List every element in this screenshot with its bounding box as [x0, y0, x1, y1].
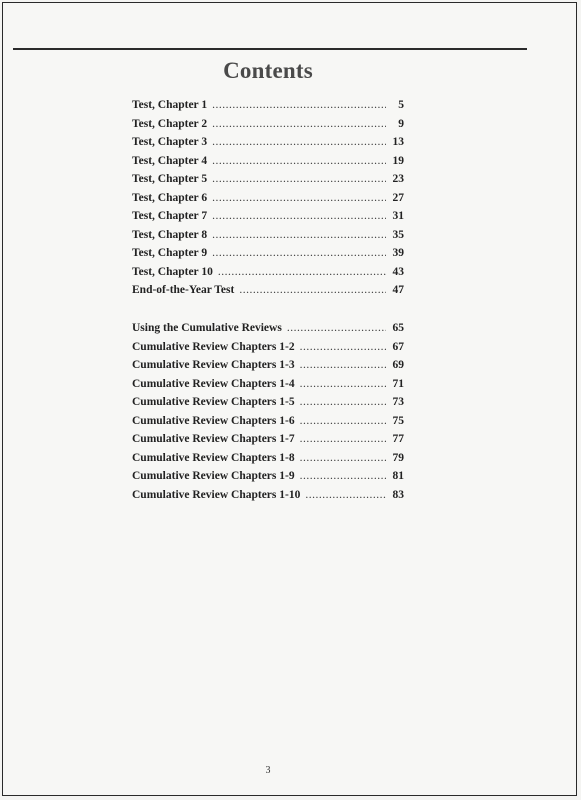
toc-entry[interactable] — [132, 281, 404, 300]
toc-entry-label: Using the Cumulative Reviews — [132, 322, 282, 334]
toc-entry-page: 81 — [392, 470, 404, 482]
document-page — [2, 2, 577, 796]
toc-entry-label: Cumulative Review Chapters 1-9 — [132, 470, 295, 482]
toc-entry[interactable] — [132, 96, 404, 115]
toc-entry[interactable] — [132, 189, 404, 208]
dot-leader — [212, 96, 386, 115]
dot-leader — [300, 338, 386, 357]
toc-entry-page: 5 — [398, 99, 404, 111]
toc-entry-label: Test, Chapter 10 — [132, 265, 213, 278]
toc-entry-page: 79 — [392, 451, 404, 464]
toc-entry[interactable] — [132, 115, 404, 134]
dot-leader — [212, 189, 386, 208]
toc-entry[interactable] — [132, 356, 404, 375]
toc-entry-label: Cumulative Review Chapters 1-2 — [132, 340, 295, 353]
toc-entry-page: 47 — [392, 284, 404, 296]
toc-entry[interactable] — [132, 133, 404, 152]
dot-leader — [300, 356, 386, 375]
toc-entry-label: Cumulative Review Chapters 1-5 — [132, 396, 295, 408]
dot-leader — [212, 226, 386, 245]
toc-entry-label: Cumulative Review Chapters 1-7 — [132, 433, 295, 445]
dot-leader — [300, 430, 386, 449]
toc-entry[interactable] — [132, 170, 404, 189]
toc-entry[interactable] — [132, 207, 404, 226]
toc-entry-label: Cumulative Review Chapters 1-10 — [132, 488, 301, 501]
dot-leader — [212, 115, 386, 134]
toc-entry-page: 35 — [392, 228, 404, 241]
dot-leader — [300, 412, 386, 431]
dot-leader — [212, 170, 386, 189]
page-title: Contents — [223, 58, 313, 83]
toc-entry-page: 27 — [392, 191, 404, 204]
toc-entry[interactable] — [132, 412, 404, 431]
dot-leader — [300, 467, 386, 486]
toc-entry-page: 71 — [392, 377, 404, 390]
toc-entry[interactable] — [132, 152, 404, 171]
toc-entry[interactable] — [132, 319, 404, 338]
toc-entry[interactable] — [132, 244, 404, 263]
toc-entry-label: Test, Chapter 5 — [132, 173, 208, 185]
toc-entry-page: 69 — [392, 359, 404, 371]
toc-entry-label: Test, Chapter 7 — [132, 210, 208, 222]
toc-entry-page: 75 — [392, 414, 404, 427]
dot-leader — [287, 319, 386, 338]
toc-entry[interactable] — [132, 226, 404, 245]
toc-entry-page: 77 — [392, 433, 404, 445]
page-number: 3 — [265, 765, 271, 776]
toc-reviews-section — [132, 319, 404, 504]
dot-leader — [300, 375, 386, 394]
toc-entry[interactable] — [132, 486, 404, 505]
toc-tests-section — [132, 96, 404, 300]
toc-entry-page: 65 — [392, 322, 404, 334]
toc-entry-page: 39 — [392, 247, 404, 259]
toc-entry-page: 67 — [392, 340, 404, 353]
toc-entry-label: Test, Chapter 4 — [132, 154, 208, 167]
toc-entry-page: 13 — [392, 136, 404, 148]
toc-entry[interactable] — [132, 467, 404, 486]
toc-entry-label: Test, Chapter 9 — [132, 247, 208, 259]
toc-entry-label: Cumulative Review Chapters 1-8 — [132, 451, 295, 464]
dot-leader — [212, 207, 386, 226]
toc-entry-label: End-of-the-Year Test — [132, 284, 235, 296]
toc-entry-page: 73 — [392, 396, 404, 408]
toc-entry-label: Test, Chapter 2 — [132, 117, 208, 130]
toc-entry[interactable] — [132, 393, 404, 412]
toc-entry-label: Cumulative Review Chapters 1-6 — [132, 414, 295, 427]
toc-entry-label: Test, Chapter 8 — [132, 228, 208, 241]
dot-leader — [218, 263, 386, 282]
dot-leader — [305, 486, 386, 505]
toc-entry-page: 9 — [398, 117, 404, 130]
dot-leader — [212, 244, 386, 263]
toc-entry-label: Test, Chapter 3 — [132, 136, 208, 148]
toc-entry[interactable] — [132, 449, 404, 468]
toc-entry-page: 31 — [392, 210, 404, 222]
toc-entry[interactable] — [132, 430, 404, 449]
dot-leader — [212, 133, 386, 152]
toc-entry-label: Cumulative Review Chapters 1-3 — [132, 359, 295, 371]
toc-entry-label: Test, Chapter 6 — [132, 191, 208, 204]
toc-entry-label: Cumulative Review Chapters 1-4 — [132, 377, 295, 390]
toc-entry[interactable] — [132, 263, 404, 282]
toc-entry[interactable] — [132, 338, 404, 357]
dot-leader — [212, 152, 386, 171]
toc-entry[interactable] — [132, 375, 404, 394]
dot-leader — [239, 281, 386, 300]
toc-entry-page: 83 — [392, 488, 404, 501]
top-rule — [13, 48, 527, 50]
dot-leader — [300, 393, 386, 412]
toc-entry-page: 43 — [392, 265, 404, 278]
toc-entry-label: Test, Chapter 1 — [132, 99, 208, 111]
dot-leader — [300, 449, 386, 468]
toc-entry-page: 23 — [392, 173, 404, 185]
toc-entry-page: 19 — [392, 154, 404, 167]
